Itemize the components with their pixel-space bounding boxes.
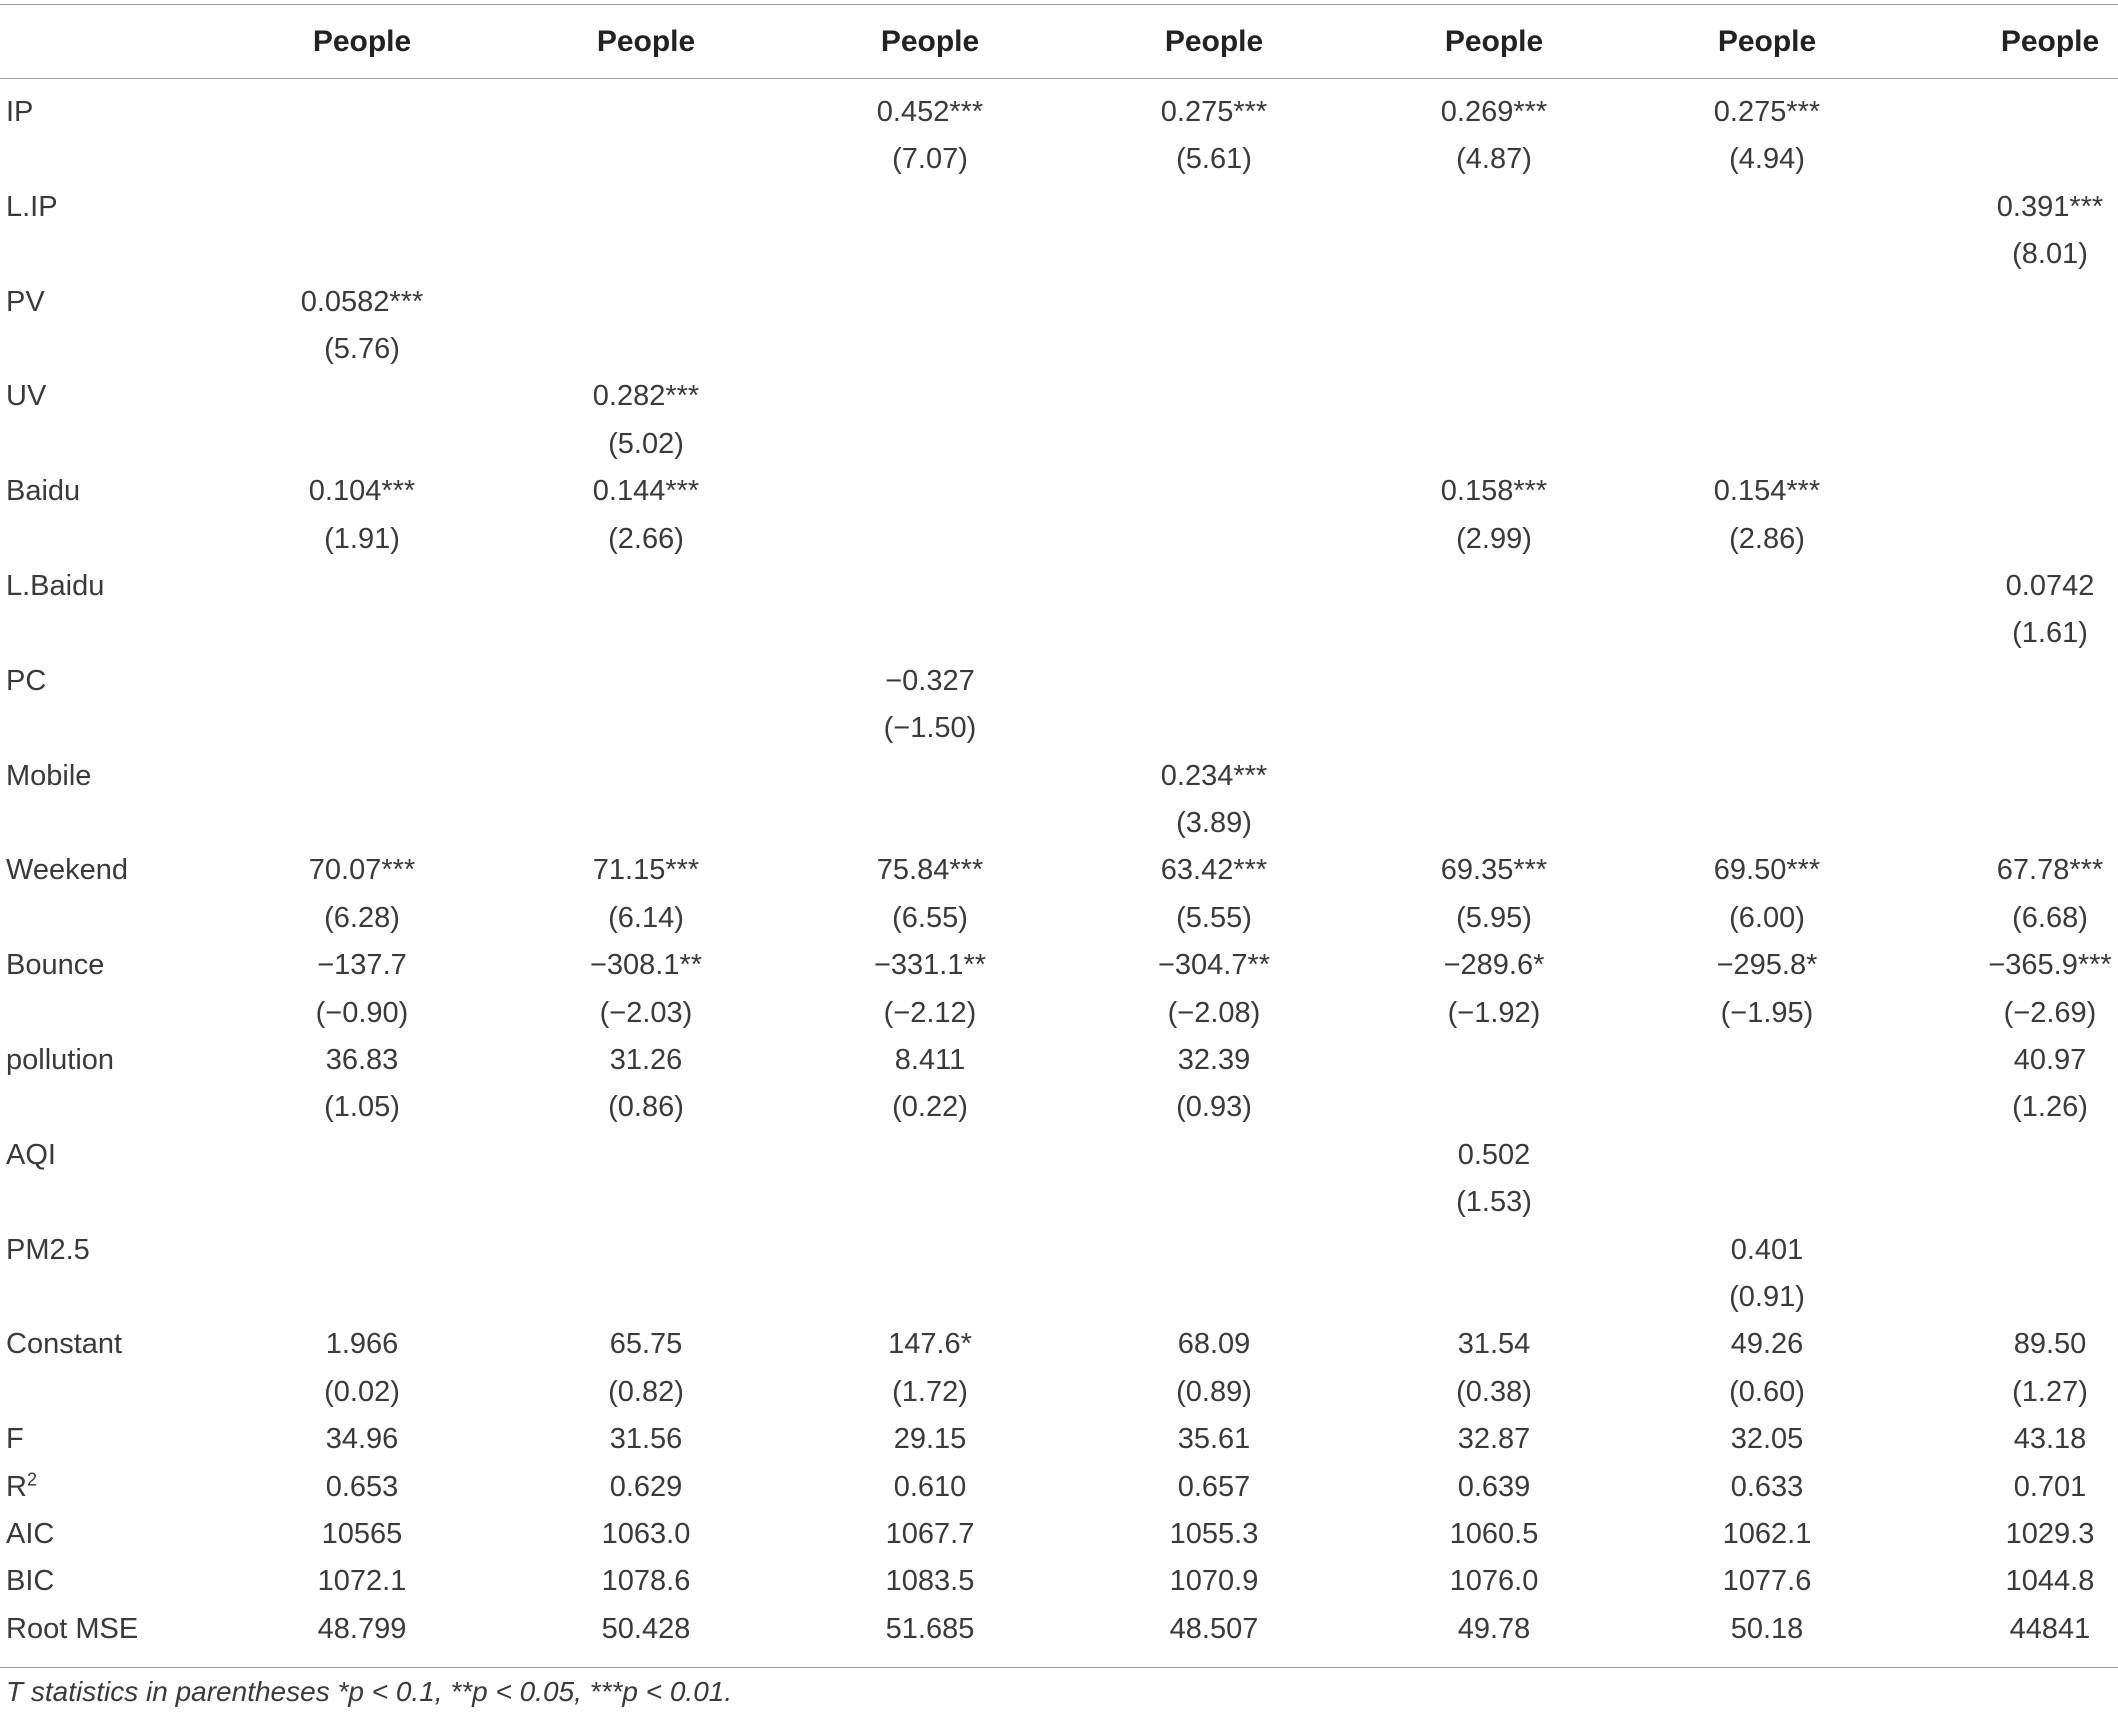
t-stat-cell: (−2.08) (1167, 997, 1261, 1029)
t-stat-cell: (6.28) (324, 902, 400, 934)
stat-cell: 0.657 (1177, 1471, 1251, 1503)
row-label: PM2.5 (6, 1234, 90, 1266)
coefficient-cell: 0.104*** (308, 475, 416, 507)
coefficient-cell: 0.275*** (1713, 96, 1821, 128)
coefficient-cell: 40.97 (2013, 1044, 2087, 1076)
t-stat-cell: (1.26) (2012, 1091, 2088, 1123)
stat-cell: 32.87 (1457, 1423, 1531, 1455)
t-stat-cell: (−2.69) (2003, 997, 2097, 1029)
stat-cell: 32.05 (1730, 1423, 1804, 1455)
t-stat-cell: (−0.90) (315, 997, 409, 1029)
t-stat-cell: (3.89) (1176, 807, 1252, 839)
coefficient-cell: 67.78*** (1996, 854, 2104, 886)
row-label: UV (6, 380, 47, 412)
stat-cell: 35.61 (1177, 1423, 1251, 1455)
coefficient-cell: 70.07*** (308, 854, 416, 886)
coefficient-cell: 0.502 (1457, 1139, 1531, 1171)
row-label: Bounce (6, 949, 105, 981)
coefficient-cell: −137.7 (317, 949, 407, 981)
stat-cell: 1077.6 (1722, 1565, 1812, 1597)
t-stat-cell: (5.95) (1456, 902, 1532, 934)
column-header: People (596, 25, 696, 58)
coefficient-cell: −365.9*** (1988, 949, 2112, 981)
stat-cell: 0.653 (325, 1471, 399, 1503)
coefficient-cell: 8.411 (894, 1044, 966, 1076)
stat-cell: 0.633 (1730, 1471, 1804, 1503)
t-stat-cell: (5.76) (324, 333, 400, 365)
stat-label-text: F (6, 1423, 24, 1455)
stat-cell: 0.639 (1457, 1471, 1531, 1503)
stat-cell: 1044.8 (2005, 1565, 2095, 1597)
stat-label (6, 1419, 24, 1459)
stat-label (6, 1467, 37, 1507)
row-label: L.Baidu (6, 570, 105, 602)
stat-cell: 1076.0 (1449, 1565, 1539, 1597)
stat-cell: 49.78 (1457, 1613, 1531, 1645)
column-header: People (1717, 25, 1817, 58)
t-stat-cell: (6.55) (892, 902, 968, 934)
t-stat-cell: (0.02) (324, 1376, 400, 1408)
stat-cell: 1083.5 (885, 1565, 975, 1597)
t-stat-cell: (5.61) (1176, 143, 1252, 175)
stat-cell: 0.701 (2013, 1471, 2087, 1503)
t-stat-cell: (2.99) (1456, 523, 1532, 555)
t-stat-cell: (2.66) (608, 523, 684, 555)
stat-cell: 50.18 (1730, 1613, 1804, 1645)
t-stat-cell: (0.38) (1456, 1376, 1532, 1408)
t-stat-cell: (1.61) (2012, 617, 2088, 649)
t-stat-cell: (5.02) (608, 428, 684, 460)
coefficient-cell: −289.6* (1443, 949, 1545, 981)
coefficient-cell: 0.144*** (592, 475, 700, 507)
t-stat-cell: (1.05) (324, 1091, 400, 1123)
row-label: IP (6, 96, 34, 128)
stat-cell: 0.629 (609, 1471, 683, 1503)
t-stat-cell: (−1.50) (883, 712, 977, 744)
coefficient-cell: −308.1** (589, 949, 703, 981)
t-stat-cell: (2.86) (1729, 523, 1805, 555)
t-stat-cell: (1.27) (2012, 1376, 2088, 1408)
t-stat-cell: (0.82) (608, 1376, 684, 1408)
t-stat-cell: (1.91) (324, 523, 400, 555)
coefficient-cell: −0.327 (885, 665, 975, 697)
coefficient-cell: 0.391*** (1996, 191, 2104, 223)
t-stat-cell: (8.01) (2012, 238, 2088, 270)
stat-cell: 1067.7 (885, 1518, 975, 1550)
stat-label-text: BIC (6, 1565, 55, 1597)
coefficient-cell: 63.42*** (1160, 854, 1268, 886)
stat-cell: 1070.9 (1169, 1565, 1259, 1597)
row-label: Mobile (6, 760, 92, 792)
coefficient-cell: 89.50 (2013, 1328, 2087, 1360)
stat-cell: 0.610 (893, 1471, 967, 1503)
t-stat-cell: (6.14) (608, 902, 684, 934)
stat-cell: 48.507 (1169, 1613, 1259, 1645)
stat-cell: 1078.6 (601, 1565, 691, 1597)
t-stat-cell: (−1.92) (1447, 997, 1541, 1029)
coefficient-cell: 0.452*** (876, 96, 984, 128)
coefficient-cell: 147.6* (888, 1328, 972, 1360)
coefficient-cell: 0.269*** (1440, 96, 1548, 128)
t-stat-cell: (4.87) (1456, 143, 1532, 175)
coefficient-cell: 31.26 (609, 1044, 683, 1076)
column-header: People (1444, 25, 1544, 58)
t-stat-cell: (0.60) (1729, 1376, 1805, 1408)
row-label: L.IP (6, 191, 58, 223)
stat-cell: 1062.1 (1722, 1518, 1812, 1550)
t-stat-cell: (0.22) (892, 1091, 968, 1123)
table-top-rule (0, 4, 2118, 5)
stat-cell: 51.685 (885, 1613, 975, 1645)
t-stat-cell: (−2.03) (599, 997, 693, 1029)
t-stat-cell: (4.94) (1729, 143, 1805, 175)
coefficient-cell: 36.83 (325, 1044, 399, 1076)
t-stat-cell: (0.89) (1176, 1376, 1252, 1408)
row-label: Baidu (6, 475, 81, 507)
t-stat-cell: (7.07) (892, 143, 968, 175)
stat-cell: 48.799 (317, 1613, 407, 1645)
coefficient-cell: 69.50*** (1713, 854, 1821, 886)
column-header: People (2000, 25, 2100, 58)
t-stat-cell: (0.86) (608, 1091, 684, 1123)
stat-label (6, 1609, 138, 1649)
stat-label-text: Root MSE (6, 1613, 139, 1645)
coefficient-cell: 75.84*** (876, 854, 984, 886)
table-header-rule (0, 78, 2118, 79)
coefficient-cell: 65.75 (609, 1328, 683, 1360)
t-stat-cell: (0.91) (1729, 1281, 1805, 1313)
stat-cell: 1029.3 (2005, 1518, 2095, 1550)
row-label: PV (6, 286, 45, 318)
stat-cell: 29.15 (893, 1423, 967, 1455)
table-bottom-rule (0, 1667, 2118, 1668)
stat-label-text: AIC (6, 1518, 55, 1550)
stat-cell: 43.18 (2013, 1423, 2087, 1455)
row-label: Constant (6, 1328, 123, 1360)
stat-label (6, 1561, 54, 1601)
t-stat-cell: (−1.95) (1720, 997, 1814, 1029)
t-stat-cell: (6.68) (2012, 902, 2088, 934)
t-stat-cell: (1.53) (1456, 1186, 1532, 1218)
coefficient-cell: 0.234*** (1160, 760, 1268, 792)
stat-cell: 50.428 (601, 1613, 691, 1645)
t-stat-cell: (5.55) (1176, 902, 1252, 934)
table-footnote: T statistics in parentheses *p < 0.1, **p < 0.05, ***p < 0.01. (6, 1676, 733, 1707)
coefficient-cell: −295.8* (1716, 949, 1818, 981)
coefficient-cell: 32.39 (1177, 1044, 1251, 1076)
row-label: AQI (6, 1139, 56, 1171)
column-header: People (1164, 25, 1264, 58)
stat-label-superscript: 2 (26, 1469, 37, 1490)
coefficient-cell: 0.275*** (1160, 96, 1268, 128)
coefficient-cell: −331.1** (873, 949, 987, 981)
column-header: People (312, 25, 412, 58)
coefficient-cell: 69.35*** (1440, 854, 1548, 886)
row-label: pollution (6, 1044, 115, 1076)
coefficient-cell: 49.26 (1730, 1328, 1804, 1360)
coefficient-cell: 0.0742 (2005, 570, 2095, 602)
stat-cell: 31.56 (609, 1423, 683, 1455)
column-header: People (880, 25, 980, 58)
coefficient-cell: 31.54 (1457, 1328, 1531, 1360)
stat-label (6, 1514, 54, 1554)
coefficient-cell: 0.154*** (1713, 475, 1821, 507)
coefficient-cell: 0.158*** (1440, 475, 1548, 507)
stat-label-text: R (6, 1471, 27, 1503)
stat-cell: 1072.1 (317, 1565, 407, 1597)
coefficient-cell: 1.966 (325, 1328, 399, 1360)
t-stat-cell: (−2.12) (883, 997, 977, 1029)
coefficient-cell: 71.15*** (592, 854, 700, 886)
coefficient-cell: 0.282*** (592, 380, 700, 412)
coefficient-cell: 68.09 (1177, 1328, 1251, 1360)
stat-cell: 10565 (321, 1518, 403, 1550)
stat-cell: 1060.5 (1449, 1518, 1539, 1550)
row-label: Weekend (6, 854, 128, 886)
stat-cell: 34.96 (325, 1423, 399, 1455)
t-stat-cell: (0.93) (1176, 1091, 1252, 1123)
t-stat-cell: (6.00) (1729, 902, 1805, 934)
row-label: PC (6, 665, 47, 697)
stat-cell: 44841 (2009, 1613, 2091, 1645)
coefficient-cell: 0.401 (1730, 1234, 1804, 1266)
stat-cell: 1055.3 (1169, 1518, 1259, 1550)
coefficient-cell: 0.0582*** (300, 286, 424, 318)
stat-cell: 1063.0 (601, 1518, 691, 1550)
coefficient-cell: −304.7** (1157, 949, 1271, 981)
t-stat-cell: (1.72) (892, 1376, 968, 1408)
